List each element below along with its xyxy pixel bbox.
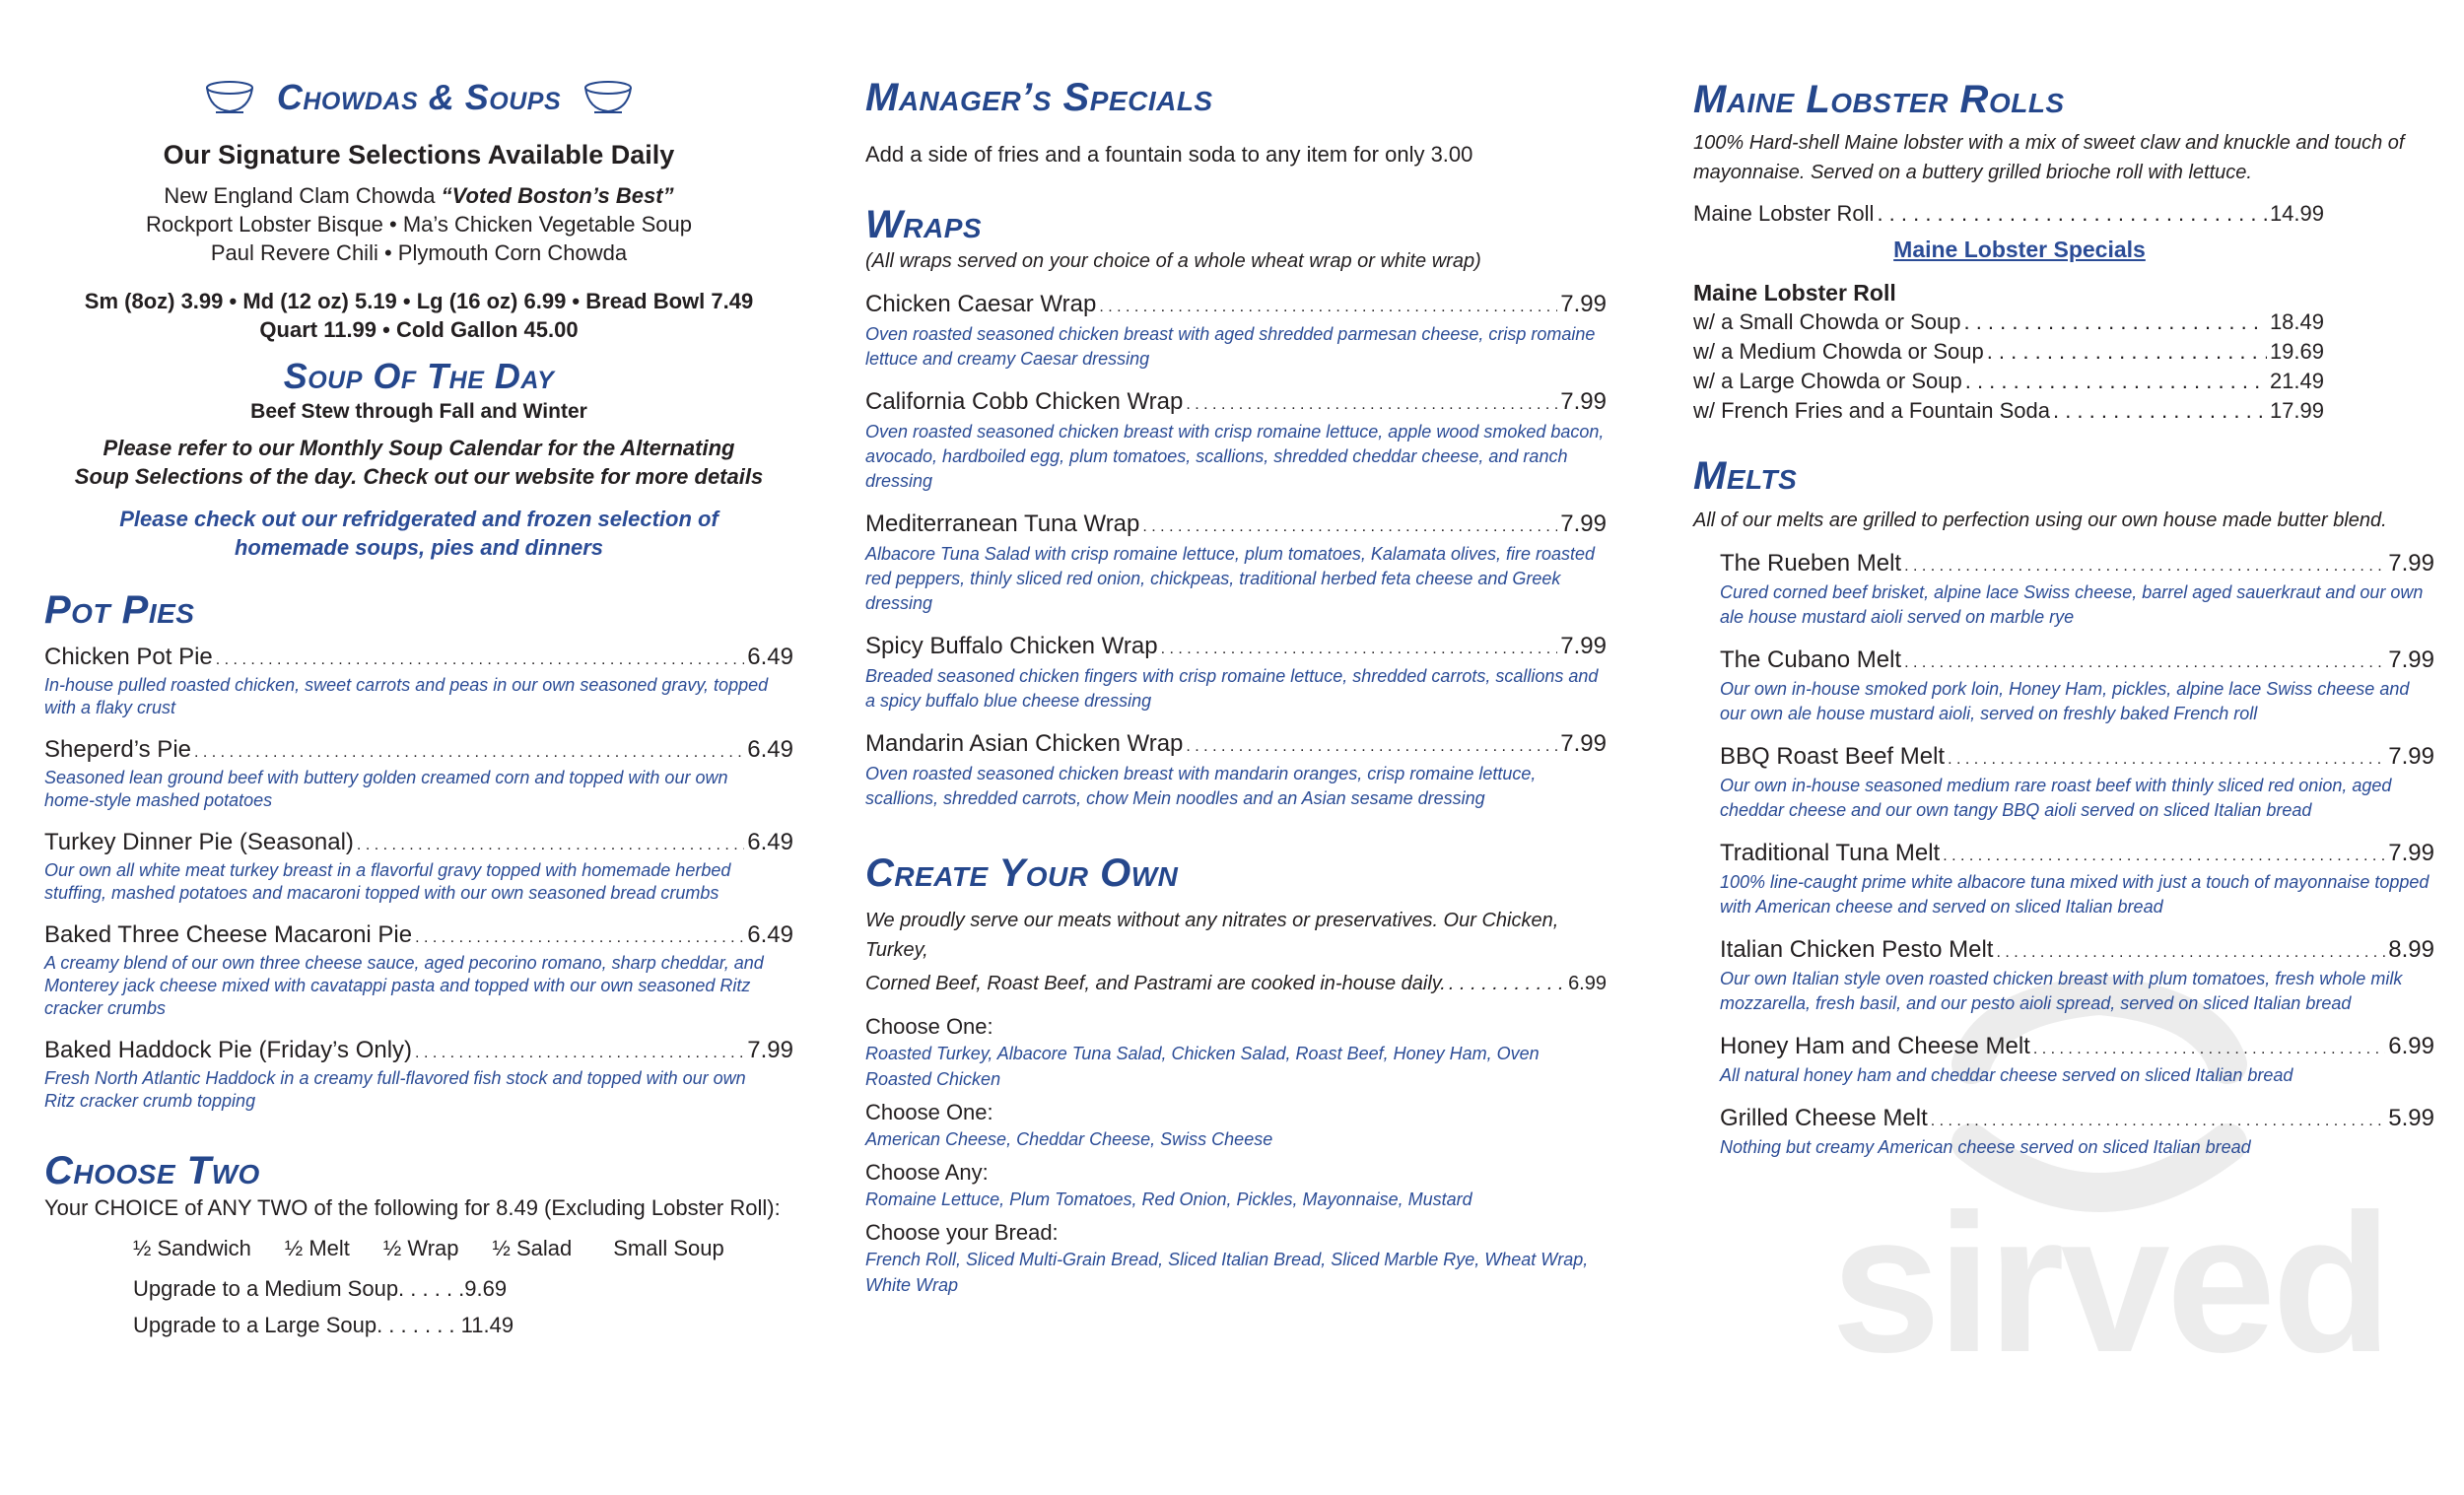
dot-leader xyxy=(1904,552,2385,580)
lobster-special-item xyxy=(1693,307,2324,337)
item-description: A creamy blend of our own three cheese sauce, aged pecorino romano, sharp cheddar, and Monterey jack cheese mixed with cavatappi pasta and topped with our own seasoned Ritz cracker crumbs xyxy=(44,953,764,1018)
lobster-rolls-title: Maine Lobster Rolls xyxy=(1693,78,2065,121)
item-name: Traditional Tuna Melt xyxy=(1720,840,1941,866)
item-name: The Cubano Melt xyxy=(1720,646,1902,673)
frozen-selection-note-1: Please check out our refridgerated and frozen selection of xyxy=(119,507,719,531)
soup-calendar-note-2: Soup Selections of the day. Check out our website for more details xyxy=(74,464,764,489)
item-name: w/ a Small Chowda or Soup xyxy=(1693,309,1961,334)
item-description: Nothing but creamy American cheese served on sliced Italian bread xyxy=(1720,1137,2251,1157)
menu-item xyxy=(865,290,1607,372)
choose-group-label: Choose One: xyxy=(865,1100,993,1124)
lobster-special-item xyxy=(1693,337,2324,367)
choose-two-option: Small Soup xyxy=(613,1236,724,1260)
create-your-own-section xyxy=(865,850,1607,1298)
choose-two-option: ½ Sandwich xyxy=(133,1236,251,1260)
item-price: 5.99 xyxy=(2388,1105,2434,1131)
create-price: 6.99 xyxy=(1568,973,1607,994)
menu-item xyxy=(865,387,1607,494)
menu-item xyxy=(1720,646,2434,726)
item-name: Chicken Pot Pie xyxy=(44,644,213,670)
menu-item-row xyxy=(1720,1032,2434,1063)
item-description: 100% line-caught prime white albacore tuna mixed with just a touch of mayonnaise topped with American cheese and served on sliced Italian bread xyxy=(1720,872,2430,917)
watermark-text: sirved xyxy=(1831,1174,2389,1393)
dot-leader xyxy=(1186,732,1557,762)
choose-two-option: ½ Salad xyxy=(492,1236,573,1260)
item-name: Chicken Caesar Wrap xyxy=(865,291,1097,317)
lobster-desc-1: 100% Hard-shell Maine lobster with a mix of sweet claw and knuckle and touch of xyxy=(1693,132,2405,154)
chowdas-header xyxy=(44,75,793,120)
choose-two-options xyxy=(133,1234,793,1262)
menu-item-row xyxy=(1720,839,2434,870)
menu-item xyxy=(865,510,1607,616)
choose-group-options: French Roll, Sliced Multi-Grain Bread, Sliced Italian Bread, Sliced Marble Rye, Wheat Wrap, White Wrap xyxy=(865,1250,1589,1295)
item-price: 7.99 xyxy=(747,1037,793,1063)
lobster-desc-2: mayonnaise. Served on a buttery grilled brioche roll with lettuce. xyxy=(1693,162,2252,183)
soup-bowl-icon xyxy=(582,80,634,115)
item-name: Honey Ham and Cheese Melt xyxy=(1720,1033,2030,1059)
menu-item-row xyxy=(865,729,1607,762)
menu-item-row xyxy=(865,387,1607,420)
choose-group-options: American Cheese, Cheddar Cheese, Swiss Cheese xyxy=(865,1129,1273,1149)
menu-item xyxy=(865,729,1607,811)
menu-item-row xyxy=(1720,549,2434,580)
wraps-title: Wraps xyxy=(865,203,983,246)
item-name: Maine Lobster Roll xyxy=(1693,201,1875,226)
item-description: Seasoned lean ground beef with buttery golden creamed corn and topped with our own home-style mashed potatoes xyxy=(44,768,728,810)
dot-leader xyxy=(1943,842,2385,870)
item-price: 6.49 xyxy=(747,644,793,670)
middle-column xyxy=(865,75,1607,1298)
soup-prices-2: Quart 11.99 • Cold Gallon 45.00 xyxy=(259,317,579,342)
item-price: 21.49 xyxy=(2269,369,2324,393)
lobster-roll-item xyxy=(1693,199,2324,228)
item-price: 7.99 xyxy=(2388,646,2434,673)
choose-two-option: ½ Wrap xyxy=(382,1236,459,1260)
soup-of-day-title: Soup Of The Day xyxy=(283,356,555,396)
lobster-rolls-section xyxy=(1693,77,2434,426)
item-name: Mediterranean Tuna Wrap xyxy=(865,510,1140,537)
lobster-specials-list xyxy=(1693,307,2324,426)
menu-item-row xyxy=(44,828,793,859)
item-description: Cured corned beef brisket, alpine lace Swiss cheese, barrel aged sauerkraut and our own ale house mustard aioli served on marble rye xyxy=(1720,582,2424,627)
chowdas-title: Chowdas & Soups xyxy=(276,77,562,117)
item-name: w/ a Medium Chowda or Soup xyxy=(1693,339,1984,364)
soup-name: New England Clam Chowda xyxy=(164,183,442,208)
menu-item xyxy=(44,920,793,1020)
menu-item-row xyxy=(865,290,1607,322)
lobster-specials-link-wrap xyxy=(1693,236,2324,267)
choose-two-option: ½ Melt xyxy=(284,1236,350,1260)
soup-of-day-subtitle: Beef Stew through Fall and Winter xyxy=(250,400,587,423)
create-intro-2 xyxy=(865,969,1607,998)
item-price: 7.99 xyxy=(1560,510,1607,537)
menu-item-row xyxy=(865,510,1607,542)
dot-leader xyxy=(216,646,745,674)
dot-leader xyxy=(1965,367,2267,396)
dot-leader xyxy=(1099,293,1557,322)
item-description: Our own in-house smoked pork loin, Honey Ham, pickles, alpine lace Swiss cheese and our own ale house mustard aioli, served on freshly baked French roll xyxy=(1720,679,2410,723)
left-column xyxy=(44,75,793,1339)
menu-item-row xyxy=(1720,742,2434,774)
menu-item xyxy=(1720,1032,2434,1088)
managers-specials-text: Add a side of fries and a fountain soda to any item for only 3.00 xyxy=(865,142,1473,167)
dot-leader xyxy=(1948,745,2385,774)
menu-item xyxy=(44,735,793,812)
menu-item-row xyxy=(1720,646,2434,677)
choose-group-options: Roasted Turkey, Albacore Tuna Salad, Chicken Salad, Roast Beef, Honey Ham, Oven Roasted Chicken xyxy=(865,1044,1540,1089)
lobster-specials-link[interactable]: Maine Lobster Specials xyxy=(1893,237,2146,262)
item-description: Our own all white meat turkey breast in a flavorful gravy topped with homemade herbed stuffing, mashed potatoes and macaroni topped with our own seasoned bread crumbs xyxy=(44,860,731,903)
item-price: 7.99 xyxy=(2388,743,2434,770)
dot-leader xyxy=(2033,1035,2385,1063)
dot-leader xyxy=(194,738,744,767)
item-price: 6.49 xyxy=(747,829,793,855)
lobster-special-item xyxy=(1693,367,2324,396)
signature-line-2: Rockport Lobster Bisque • Ma’s Chicken Vegetable Soup xyxy=(146,212,692,237)
right-column xyxy=(1693,77,2434,1393)
item-description: Breaded seasoned chicken fingers with crisp romaine lettuce, shredded carrots, scallions and a spicy buffalo blue cheese dressing xyxy=(865,666,1599,711)
item-description: Fresh North Atlantic Haddock in a creamy full-flavored fish stock and topped with our own Ritz cracker crumb topping xyxy=(44,1068,746,1111)
item-price: 7.99 xyxy=(1560,730,1607,757)
wraps-list xyxy=(865,290,1607,811)
menu-item-row xyxy=(1720,935,2434,967)
item-name: BBQ Roast Beef Melt xyxy=(1720,743,1946,770)
menu-item-row xyxy=(44,735,793,767)
item-description: Oven roasted seasoned chicken breast with mandarin oranges, crisp romaine lettuce, scallions, shredded carrots, chow Mein noodles and an Asian sesame dressing xyxy=(865,764,1537,808)
menu-item-row xyxy=(44,920,793,952)
item-price: 7.99 xyxy=(2388,840,2434,866)
item-name: Baked Haddock Pie (Friday’s Only) xyxy=(44,1037,413,1063)
menu-item xyxy=(1720,1104,2434,1160)
item-name: Baked Three Cheese Macaroni Pie xyxy=(44,921,413,948)
item-name: Italian Chicken Pesto Melt xyxy=(1720,936,1994,963)
dot-leader xyxy=(1877,199,2267,228)
frozen-selection-note-2: homemade soups, pies and dinners xyxy=(234,535,604,560)
melts-section xyxy=(1693,453,2434,1176)
soup-prices-1: Sm (8oz) 3.99 • Md (12 oz) 5.19 • Lg (16 oz) 6.99 • Bread Bowl 7.49 xyxy=(84,289,754,313)
item-name: The Rueben Melt xyxy=(1720,550,1902,577)
dot-leader xyxy=(1449,969,1565,998)
melts-note: All of our melts are grilled to perfection using our own house made butter blend. xyxy=(1693,510,2387,531)
menu-item-row xyxy=(1720,1104,2434,1135)
signature-line-3: Paul Revere Chili • Plymouth Corn Chowda xyxy=(210,240,628,265)
choose-two-intro: Your CHOICE of ANY TWO of the following for 8.49 (Excluding Lobster Roll): xyxy=(44,1195,781,1220)
item-description: All natural honey ham and cheddar cheese served on sliced Italian bread xyxy=(1720,1065,2293,1085)
item-price: 14.99 xyxy=(2269,201,2324,226)
dot-leader xyxy=(1987,337,2267,367)
lobster-special-item xyxy=(1693,396,2324,426)
dot-leader xyxy=(1904,648,2385,677)
pot-pies-section xyxy=(44,587,793,1128)
item-price: 6.99 xyxy=(2388,1033,2434,1059)
upgrade-medium-soup: Upgrade to a Medium Soup. . . . . .9.69 xyxy=(133,1276,508,1301)
item-description: In-house pulled roasted chicken, sweet carrots and peas in our own seasoned gravy, topped with a flaky crust xyxy=(44,675,769,717)
managers-specials-title: Manager’s Specials xyxy=(865,76,1213,119)
menu-item xyxy=(44,643,793,719)
menu-item xyxy=(44,1036,793,1113)
menu-item xyxy=(44,828,793,905)
item-description: Albacore Tuna Salad with crisp romaine lettuce, plum tomatoes, Kalamata olives, fire roasted red peppers, thinly sliced red onion, chickpeas, traditional herbed feta cheese and Greek dressing xyxy=(865,544,1596,613)
item-name: California Cobb Chicken Wrap xyxy=(865,388,1184,415)
wraps-note: (All wraps served on your choice of a whole wheat wrap or white wrap) xyxy=(865,250,1481,272)
item-price: 6.49 xyxy=(747,736,793,763)
choose-group-label: Choose your Bread: xyxy=(865,1220,1059,1245)
choose-group-options: Romaine Lettuce, Plum Tomatoes, Red Onion, Pickles, Mayonnaise, Mustard xyxy=(865,1189,1472,1209)
item-name: w/ a Large Chowda or Soup xyxy=(1693,369,1962,393)
lobster-specials-heading: Maine Lobster Roll xyxy=(1693,280,1896,306)
item-price: 8.99 xyxy=(2388,936,2434,963)
item-name: Sheperd’s Pie xyxy=(44,736,191,763)
menu-item xyxy=(1720,742,2434,823)
item-name: Spicy Buffalo Chicken Wrap xyxy=(865,633,1158,659)
item-price: 7.99 xyxy=(1560,388,1607,415)
menu-item-row xyxy=(44,643,793,674)
wraps-section xyxy=(865,202,1607,827)
managers-specials-section xyxy=(865,75,1607,169)
pot-pies-title: Pot Pies xyxy=(44,588,195,632)
melts-list xyxy=(1720,549,2434,1160)
dot-leader xyxy=(1963,307,2266,337)
item-price: 7.99 xyxy=(2388,550,2434,577)
menu-item xyxy=(1720,935,2434,1016)
signature-line-1 xyxy=(44,181,793,210)
item-name: Grilled Cheese Melt xyxy=(1720,1105,1928,1131)
dot-leader xyxy=(415,923,744,952)
item-price: 7.99 xyxy=(1560,633,1607,659)
item-description: Our own in-house seasoned medium rare roast beef with thinly sliced red onion, aged cheddar cheese and our own tangy BBQ aioli served on sliced Italian bread xyxy=(1720,776,2392,820)
dot-leader xyxy=(1142,512,1557,542)
melts-title: Melts xyxy=(1693,454,1798,498)
menu-item xyxy=(1720,839,2434,919)
dot-leader xyxy=(1186,390,1557,420)
item-description: Oven roasted seasoned chicken breast with aged shredded parmesan cheese, crisp romaine lettuce and creamy Caesar dressing xyxy=(865,324,1596,369)
item-name: Mandarin Asian Chicken Wrap xyxy=(865,730,1184,757)
dot-leader xyxy=(357,831,744,859)
upgrade-large-soup: Upgrade to a Large Soup. . . . . . . 11.49 xyxy=(133,1313,514,1337)
item-price: 7.99 xyxy=(1560,291,1607,317)
menu-item-row xyxy=(44,1036,793,1067)
item-description: Oven roasted seasoned chicken breast with crisp romaine lettuce, apple wood smoked bacon, avocado, hardboiled egg, plum tomatoes, scallions, shredded cheddar cheese, and ranch dressing xyxy=(865,422,1605,491)
chowdas-section xyxy=(44,75,793,562)
item-description: Our own Italian style oven roasted chicken breast with plum tomatoes, fresh whole milk mozzarella, fresh basil, and our pesto aioli spread, served on sliced Italian bread xyxy=(1720,969,2403,1013)
menu-item-row xyxy=(865,632,1607,664)
dot-leader xyxy=(2053,396,2267,426)
award-tagline: “Voted Boston’s Best” xyxy=(441,183,674,208)
item-price: 17.99 xyxy=(2269,398,2324,423)
soup-calendar-note-1: Please refer to our Monthly Soup Calendar for the Alternating xyxy=(103,436,735,460)
menu-item xyxy=(1720,549,2434,630)
soup-bowl-icon xyxy=(204,80,255,115)
create-intro-text: Corned Beef, Roast Beef, and Pastrami are cooked in-house daily. xyxy=(865,973,1446,994)
dot-leader xyxy=(415,1039,744,1067)
create-groups xyxy=(865,1012,1607,1298)
dot-leader xyxy=(1996,938,2385,967)
signature-heading: Our Signature Selections Available Daily xyxy=(163,140,675,170)
choose-two-title: Choose Two xyxy=(44,1149,260,1192)
choose-group-label: Choose One: xyxy=(865,1014,993,1039)
choose-group-label: Choose Any: xyxy=(865,1160,989,1185)
item-name: w/ French Fries and a Fountain Soda xyxy=(1693,398,2050,423)
item-price: 18.49 xyxy=(2269,309,2324,334)
create-your-own-title: Create Your Own xyxy=(865,851,1179,895)
create-intro-1: We proudly serve our meats without any nitrates or preservatives. Our Chicken, Turkey, xyxy=(865,910,1559,961)
item-price: 19.69 xyxy=(2269,339,2324,364)
item-price: 6.49 xyxy=(747,921,793,948)
dot-leader xyxy=(1161,635,1558,664)
item-name: Turkey Dinner Pie (Seasonal) xyxy=(44,829,354,855)
pot-pies-list xyxy=(44,643,793,1113)
choose-two-section xyxy=(44,1148,793,1339)
menu-item xyxy=(865,632,1607,714)
dot-leader xyxy=(1931,1107,2386,1135)
